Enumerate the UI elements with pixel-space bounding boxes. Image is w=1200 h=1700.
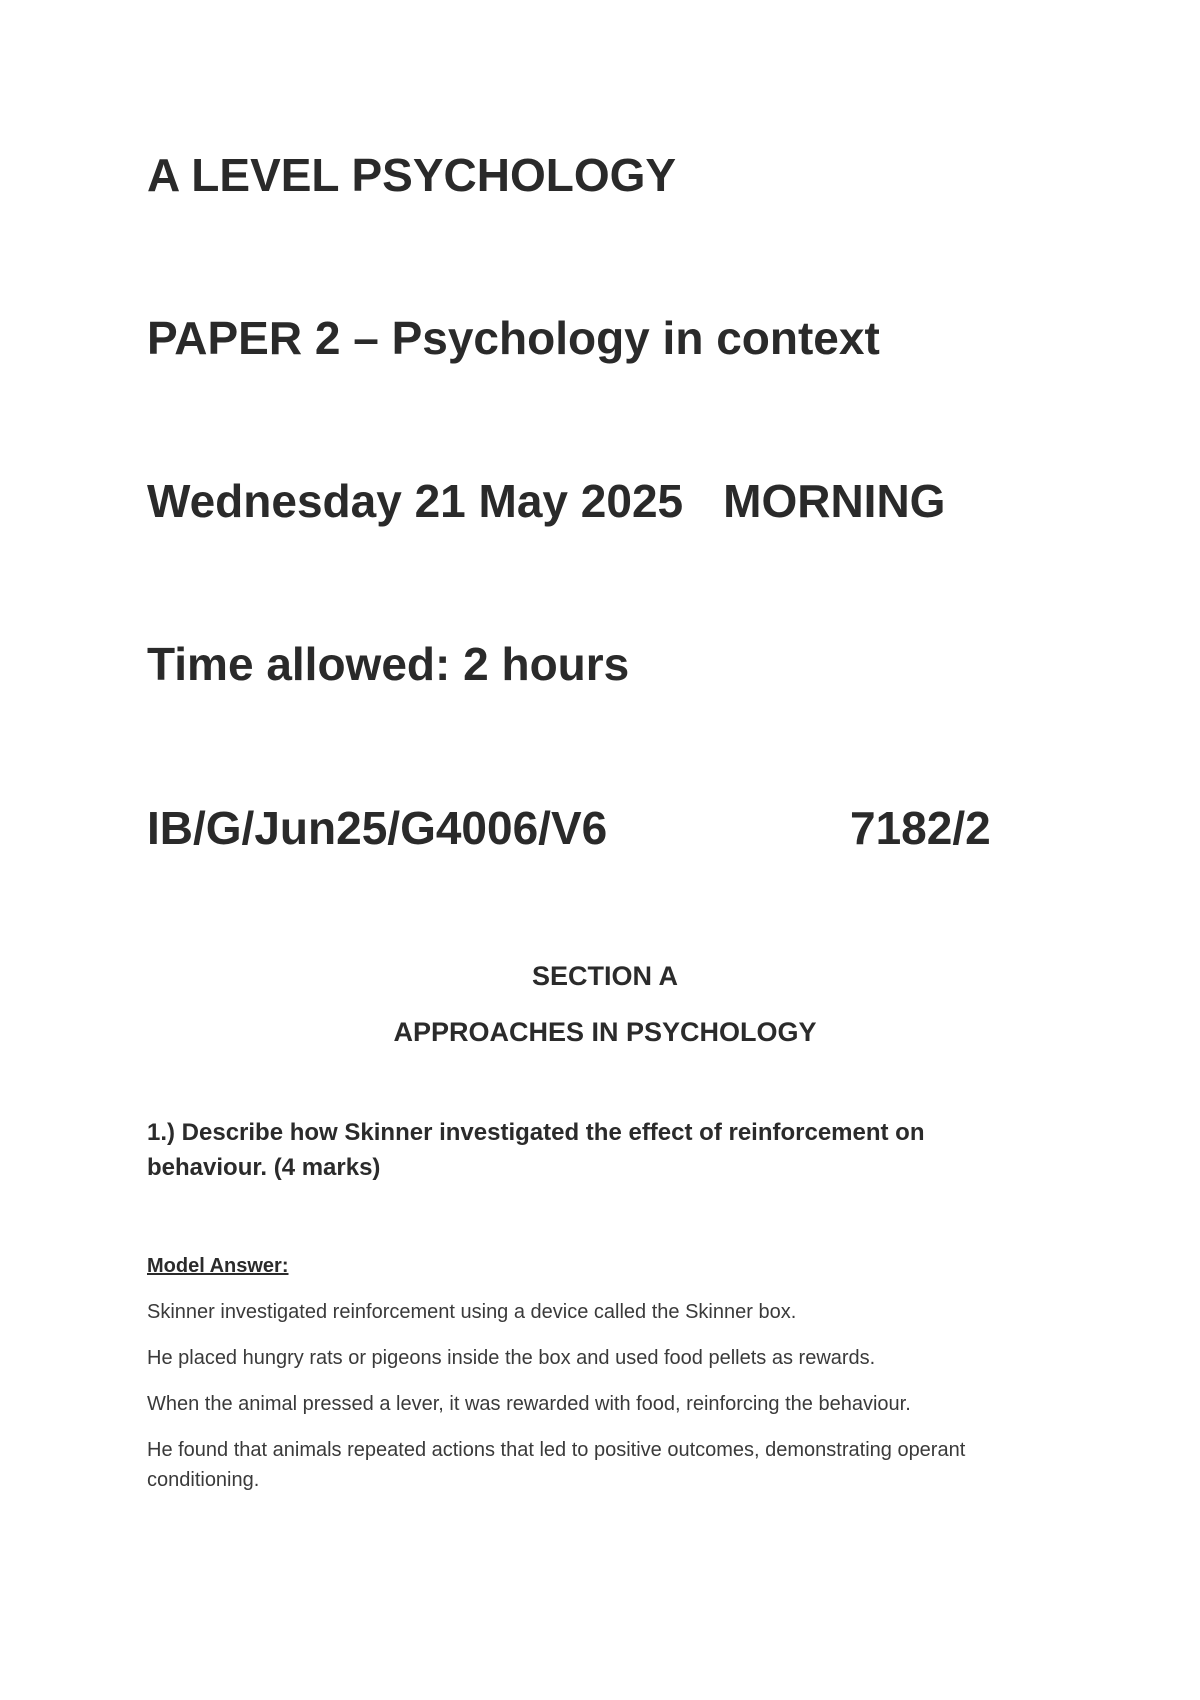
answer-line: Skinner investigated reinforcement using a device called the Skinner box. xyxy=(147,1301,797,1323)
answer-line: When the animal pressed a lever, it was rewarded with food, reinforcing the behaviour. xyxy=(147,1393,911,1415)
exam-session: MORNING xyxy=(723,475,946,527)
reference-code: IB/G/Jun25/G4006/V6 xyxy=(147,802,608,854)
exam-date-line xyxy=(147,474,945,528)
question-text: 1.) Describe how Skinner investigated the effect of reinforcement on behaviour. (4 marks) xyxy=(147,1119,925,1181)
answer-line: He found that animals repeated actions that led to positive outcomes, demonstrating operant conditioning. xyxy=(147,1439,966,1491)
time-allowed: Time allowed: 2 hours xyxy=(147,638,630,690)
code-line xyxy=(147,801,1007,855)
exam-title: A LEVEL PSYCHOLOGY xyxy=(147,149,677,201)
section-subtitle: APPROACHES IN PSYCHOLOGY xyxy=(393,1017,817,1047)
paper-code: 7182/2 xyxy=(850,802,991,854)
exam-date: Wednesday 21 May 2025 xyxy=(147,475,684,527)
model-answer-label: Model Answer: xyxy=(147,1255,289,1277)
paper-title: PAPER 2 – Psychology in context xyxy=(147,312,880,364)
section-title: SECTION A xyxy=(531,961,678,991)
answer-line: He placed hungry rats or pigeons inside the box and used food pellets as rewards. xyxy=(147,1347,876,1369)
